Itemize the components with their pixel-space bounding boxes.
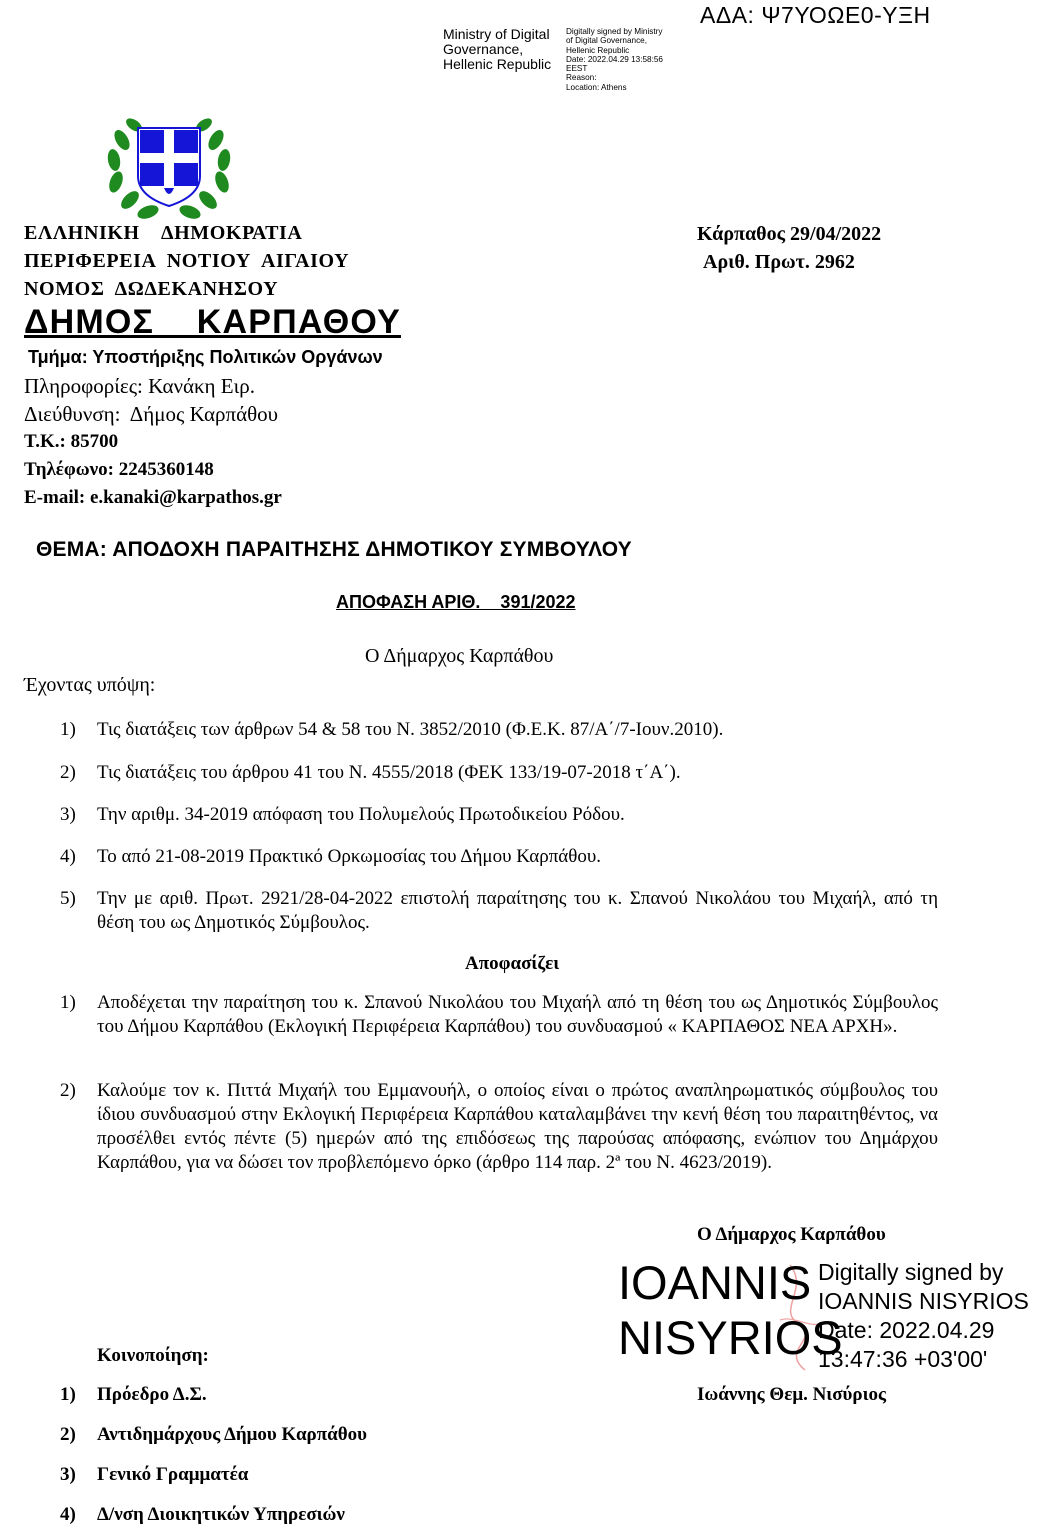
considering-label: Έχοντας υπόψη: [24,674,156,696]
notification-item: 1) Πρόεδρο Δ.Σ. [60,1384,207,1405]
consideration-item: 3) Την αριθμ. 34-2019 απόφαση του Πολυμελούς Πρωτοδικείου Ρόδου. [60,804,625,825]
department: Τμήμα: Υποστήριξης Πολιτικών Οργάνων [28,347,383,367]
subject: ΘΕΜΑ: ΑΠΟΔΟΧΗ ΠΑΡΑΙΤΗΣΗΣ ΔΗΜΟΤΙΚΟΥ ΣΥΜΒΟΥΛΟΥ [36,538,632,561]
decision-item: 2) Καλούμε τον κ. Πιττά Μιχαήλ του Εμμανουήλ, ο οποίος είναι ο πρώτος αναπληρωματικός σύμβουλος του ίδιου συνδυασμού στην Εκλογική Περιφέρεια Καρπάθου καταλαμβάνει την κενή θέση του παραιτηθέντος, να προσέλθει εντός πέντε (5) ημερών από της επιδόσεως της παρούσας απόφασης, ενώπιον του Δημάρχου Καρπάθου, για να δώσει τον προβλεπόμενο όρκο (άρθρο 114 παρ. 2ª του Ν. 4623/2019). [60,1080,938,1173]
notification-item: 2) Αντιδημάρχους Δήμου Καρπάθου [60,1424,368,1445]
digital-signature-name: IOANNIS NISYRIOS [618,1256,843,1364]
email: E-mail: e.kanaki@karpathos.gr [24,487,282,508]
consideration-item: 2) Τις διατάξεις του άρθρου 41 του Ν. 4555/2018 (ΦΕΚ 133/19-07-2018 τ΄Α΄). [60,762,681,783]
greek-emblem-icon [104,110,234,222]
signatory-name: Ιωάννης Θεμ. Νισύριος [697,1384,886,1405]
ada-code: ΑΔΑ: Ψ7ΥΟΩΕ0-ΥΞΗ [700,2,931,28]
header-line-republic: ΕΛΛΗΝΙΚΗ ΔΗΜΟΚΡΑΤΙΑ [24,222,303,244]
ministry-signature-org: Ministry of Digital Governance, Hellenic Republic [443,26,552,72]
mayor-heading: Ο Δήμαρχος Καρπάθου [365,645,554,667]
info-contact: Πληροφορίες: Κανάκη Ειρ. [24,374,255,398]
header-line-region: ΠΕΡΙΦΕΡΕΙΑ ΝΟΤΙΟΥ ΑΙΓΑΙΟΥ [24,250,350,272]
address: Διεύθυνση: Δήμος Καρπάθου [24,402,279,426]
consideration-item: 1) Τις διατάξεις των άρθρων 54 & 58 του Ν. 3852/2010 (Φ.Ε.Κ. 87/Α΄/7-Ιουν.2010). [60,719,724,740]
consideration-item: 4) Το από 21-08-2019 Πρακτικό Ορκωμοσίας του Δήμου Καρπάθου. [60,846,602,867]
municipality-title: ΔΗΜΟΣ ΚΑΡΠΑΘΟΥ [24,303,401,341]
digital-signature-details: Digitally signed by IOANNIS NISYRIOS Date: 2022.04.29 13:47:36 +03'00' [818,1259,1029,1372]
place-date: Κάρπαθος 29/04/2022 [697,223,882,245]
phone: Τηλέφωνο: 2245360148 [24,459,214,480]
notification-item: 4) Δ/νση Διοικητικών Υπηρεσιών [60,1504,345,1525]
ministry-signature-details: Digitally signed by Ministry of Digital Governance, Hellenic Republic Date: 2022.04.29 13:58:56 EEST Reason: Location: Athens [566,27,663,92]
decision-item: 1) Αποδέχεται την παραίτηση του κ. Σπανού Νικολάου του Μιχαήλ από τη θέση του ως Δημοτικός Σύμβουλος του Δήμου Καρπάθου (Εκλογική Περιφέρεια Καρπάθου) του συνδυασμού « ΚΑΡΠΑΘΟΣ ΝΕΑ ΑΡΧΗ». [60,992,938,1037]
notification-title: Κοινοποίηση: [97,1345,209,1366]
decides-heading: Αποφασίζει [465,953,560,974]
decision-number: ΑΠΟΦΑΣΗ ΑΡΙΘ. 391/2022 [336,592,576,612]
signature-title: Ο Δήμαρχος Καρπάθου [697,1224,886,1245]
postal-code: Τ.Κ.: 85700 [24,431,119,452]
consideration-item: 5) Την με αριθ. Πρωτ. 2921/28-04-2022 επιστολή παραίτησης του κ. Σπανού Νικολάου του Μιχαήλ, από τη θέση του ως Δημοτικός Σύμβουλος. [60,888,938,933]
header-line-prefecture: ΝΟΜΟΣ ΔΩΔΕΚΑΝΗΣΟΥ [24,278,279,300]
notification-item: 3) Γενικό Γραμματέα [60,1464,249,1485]
protocol-number: Αριθ. Πρωτ. 2962 [703,251,855,273]
